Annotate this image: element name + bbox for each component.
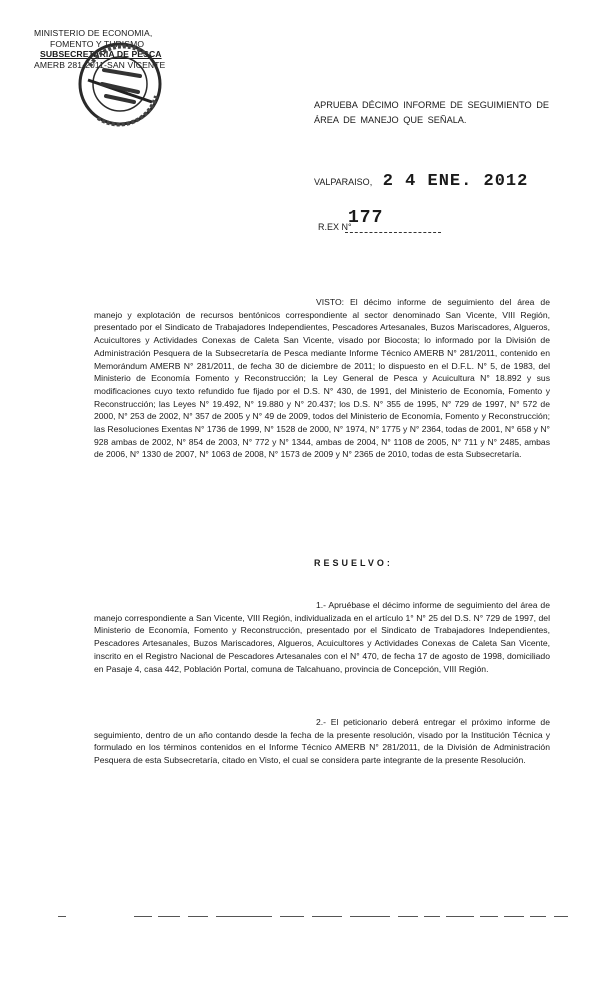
resolution-number-label: R.EX N° (318, 222, 352, 232)
official-seal-stamp (76, 40, 164, 128)
resolution-point-2: 2.- El peticionario deberá entregar el próximo informe de seguimiento, dentro de un año contando desde la fecha de la presente resolución, visado por la Institución Técnica y formulado en los términos contenidos en el Informe Técnico AMERB N° 281/2011, de la División de Administración Pesquera de esta Subsecretaría, citado en Visto, el cual se considera parte integrante de la presente Resolución. (94, 717, 550, 766)
date-city: VALPARAISO, (314, 177, 373, 187)
resolution-number: 177 (348, 208, 384, 228)
footer-dashed-rule (58, 916, 578, 919)
resuelvo-heading: RESUELVO: (314, 558, 393, 568)
header-subsecretaria: SUBSECRETARIA DE PESCA (40, 49, 162, 60)
resolution-point-1: 1.- Apruébase el décimo informe de seguimiento del área de manejo correspondiente a San Vicente, VIII Región, individualizada en el artículo 1° N° 25 del D.S. N° 729 de 1997, del Ministerio de Economía, Fomento y Reconstrucción, presentado por el Sindicato de Trabajadores Independientes, Pescadores Artesanales, Buzos Mariscadores, Algueros, Acuicultores y Actividades Conexas de Caleta San Vicente, inscrito en el Registro Nacional de Pescadores Artesanales con el N° 470, de fecha 17 de agosto de 1998, domiciliado en Pasaje 4, casa 442, Población Portal, comuna de Talcahuano, provincia de Concepción, VIII Región. (94, 600, 550, 674)
resolution-date (314, 172, 574, 191)
resolution-number-underline (345, 232, 441, 233)
resolution-subject: APRUEBA DÉCIMO INFORME DE SEGUIMIENTO DE ÁREA DE MANEJO QUE SEÑALA. (314, 100, 549, 125)
header-ministry: MINISTERIO DE ECONOMIA, (34, 28, 153, 38)
visto-paragraph: VISTO: El décimo informe de seguimiento del área de manejo y explotación de recursos bentónicos correspondiente al sector denominado San Vicente, VIII Región, presentado por el Sindicato de Trabajadores Independientes, Pescadores Artesanales, Buzos Mariscadores, Algueros, Acuicultores y Actividades Conexas de Caleta San Vicente, visado por Biocosta; lo informado por la División de Administración Pesquera de la Subsecretaría de Pesca mediante Informe Técnico AMERB N° 281/2011, contenido en Memorándum AMERB N° 281/2011, de fecha 30 de diciembre de 2011; lo dispuesto en el D.F.L. N° 5, de 1983, del Ministerio de Economía Fomento y Reconstrucción; la Ley General de Pesca y Acuicultura N° 18.892 y sus modificaciones cuyo texto refundido fue fijado por el D.S. N° 430, de 1991, del Ministerio de Economía, Fomento y Reconstrucción; las Leyes N° 19.492, N° 19.880 y N° 20.437; los D.S. N° 355 de 1995, N° 729 de 1997, N° 572 de 2000, N° 253 de 2002, N° 357 de 2005 y N° 49 de 2009, todos del Ministerio de Economía, Fomento y Reconstrucción; las Resoluciones Exentas N° 1736 de 1999, N° 1528 de 2000, N° 1974, N° 1775 y N° 2364, todas de 2001, N° 658 y N° 928 ambas de 2002, N° 854 de 2003, N° 772 y N° 1344, ambas de 2004, N° 1108 de 2005, N° 711 y N° 2485, ambas de 2006, N° 1330 de 2007, N° 1063 de 2008, N° 1573 de 2009 y N° 2365 de 2010, todas de esta Subsecretaría. (94, 297, 550, 460)
header-reference: AMERB 281-2011-SAN VICENTE (34, 59, 166, 70)
header-ministry-sub: FOMENTO Y TURISMO (50, 38, 145, 49)
date-stamp: 2 4 ENE. 2012 (382, 172, 529, 191)
